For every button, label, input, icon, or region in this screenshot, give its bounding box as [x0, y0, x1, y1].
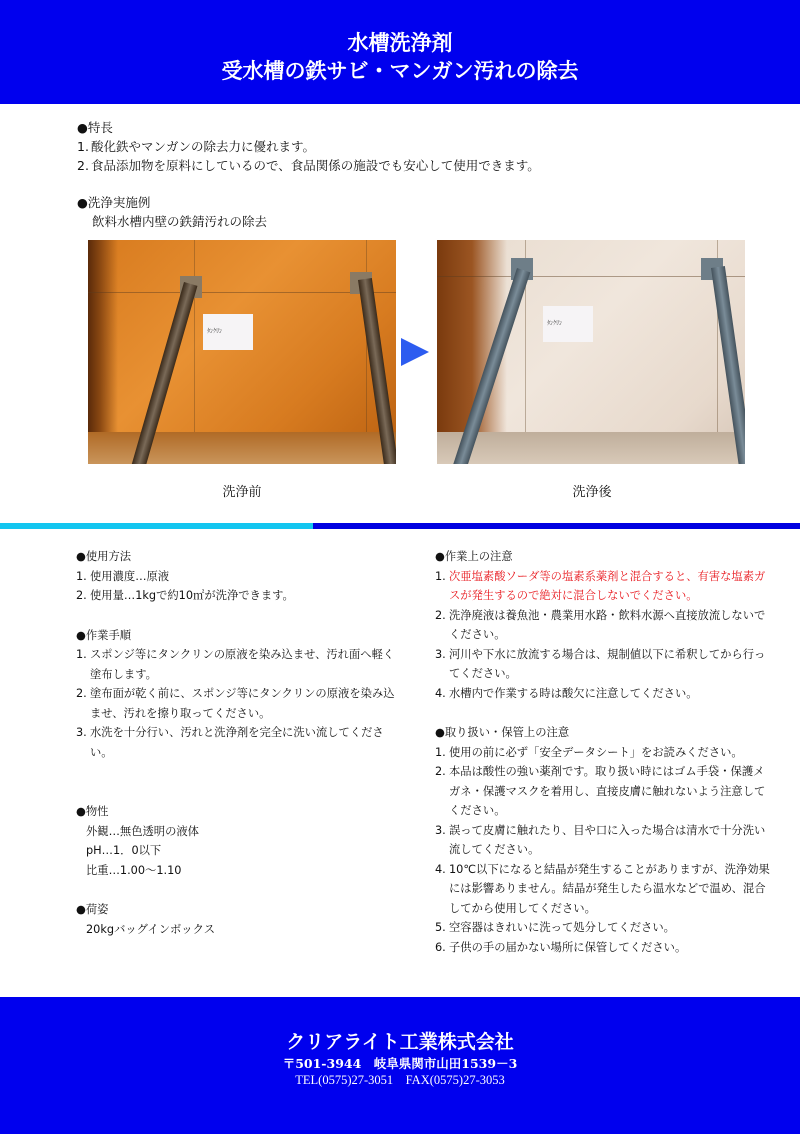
after-cleaning-photo: [437, 240, 745, 464]
handling-caution-item: 1. 使用の前に必ず「安全データシート」をお読みください。: [435, 745, 743, 759]
property-item: 比重…1.00～1.10: [86, 863, 182, 877]
photo-sign: ﾀﾝｸﾘﾝ: [203, 314, 253, 350]
work-caution-item: 3. 河川や下水に放流する場合は、規制値以下に希釈してから行ってください。: [435, 647, 766, 680]
usage-heading: ●使用方法: [76, 550, 132, 563]
feature-item: 1. 酸化鉄やマンガンの除去力に優れます。: [77, 139, 316, 154]
properties-heading: ●物性: [76, 805, 109, 818]
work-caution-warning: 1. 次亜塩素酸ソーダ等の塩素系薬剤と混合すると、有害な塩素ガスが発生するので絶対に混合しないでください。: [435, 569, 766, 602]
work-cautions-heading: ●作業上の注意: [435, 550, 513, 563]
work-caution-item: 4. 水槽内で作業する時は酸欠に注意してください。: [435, 686, 698, 700]
work-caution-item: 2. 洗浄廃液は養魚池・農業用水路・飲料水源へ直接放流しないでください。: [435, 608, 766, 641]
footer-banner: [0, 997, 800, 1134]
divider-cyan: [0, 523, 313, 529]
company-address: 〒501-3944 岐阜県関市山田1539－3: [282, 1056, 518, 1071]
company-contact: TEL(0575)27-3051 FAX(0575)27-3053: [295, 1073, 505, 1087]
handling-caution-item: 2. 本品は酸性の強い薬剤です。取り扱い時にはゴム手袋・保護メガネ・保護マスクを着用し、直接皮膚に触れないよう注意してください。: [435, 765, 766, 817]
header-banner: [0, 0, 800, 104]
procedure-item: 2. 塗布面が乾く前に、スポンジ等にタンクリンの原液を染み込ませ、汚れを擦り取ってください。: [76, 687, 395, 720]
after-caption: 洗浄後: [572, 485, 612, 500]
before-caption: 洗浄前: [222, 485, 262, 500]
divider-blue: [313, 523, 800, 529]
handling-caution-item: 4. 10℃以下になると結晶が発生することがありますが、洗浄効果には影響ありません。結晶が発生したら温水などで温め、混合してから使用してください。: [435, 862, 770, 915]
packaging-item: 20kgバッグインボックス: [86, 922, 216, 936]
example-subheading: 飲料水槽内壁の鉄錆汚れの除去: [92, 214, 268, 229]
packaging-heading: ●荷姿: [76, 903, 109, 916]
handling-caution-item: 5. 空容器はきれいに洗って処分してください。: [435, 921, 675, 934]
left-column: [76, 547, 396, 939]
usage-item: 1. 使用濃度…原液: [76, 569, 170, 583]
property-item: 外観…無色透明の液体: [86, 824, 199, 838]
right-arrow-icon: [401, 338, 429, 366]
property-item: pH…1．0以下: [86, 844, 162, 857]
procedure-item: 3. 水洗を十分行い、汚れと洗浄剤を完全に洗い流してください。: [76, 726, 384, 759]
procedure-item: 1. スポンジ等にタンクリンの原液を染み込ませ、汚れ面へ軽く塗布します。: [76, 648, 395, 681]
handling-caution-item: 6. 子供の手の届かない場所に保管してください。: [435, 940, 687, 954]
before-cleaning-photo: [88, 240, 396, 464]
example-heading: ●洗浄実施例: [77, 195, 151, 210]
handling-cautions-heading: ●取り扱い・保管上の注意: [435, 726, 570, 739]
handling-caution-item: 3. 誤って皮膚に触れたり、目や口に入った場合は清水で十分洗い流してください。: [435, 823, 766, 856]
company-name: クリアライト工業株式会社: [286, 1031, 514, 1053]
right-column: [435, 547, 775, 957]
features-heading: ●特長: [77, 120, 113, 135]
product-subtitle: 受水槽の鉄サビ・マンガン汚れの除去: [221, 59, 579, 83]
feature-item: 2. 食品添加物を原料にしているので、食品関係の施設でも安心して使用できます。: [77, 158, 540, 173]
product-title: 水槽洗浄剤: [347, 31, 453, 55]
photo-sign: ﾀﾝｸﾘﾝ: [543, 306, 593, 342]
features-section: [77, 118, 717, 231]
usage-item: 2. 使用量…1kgで約10㎡が洗浄できます。: [76, 589, 294, 602]
procedure-heading: ●作業手順: [76, 628, 132, 642]
